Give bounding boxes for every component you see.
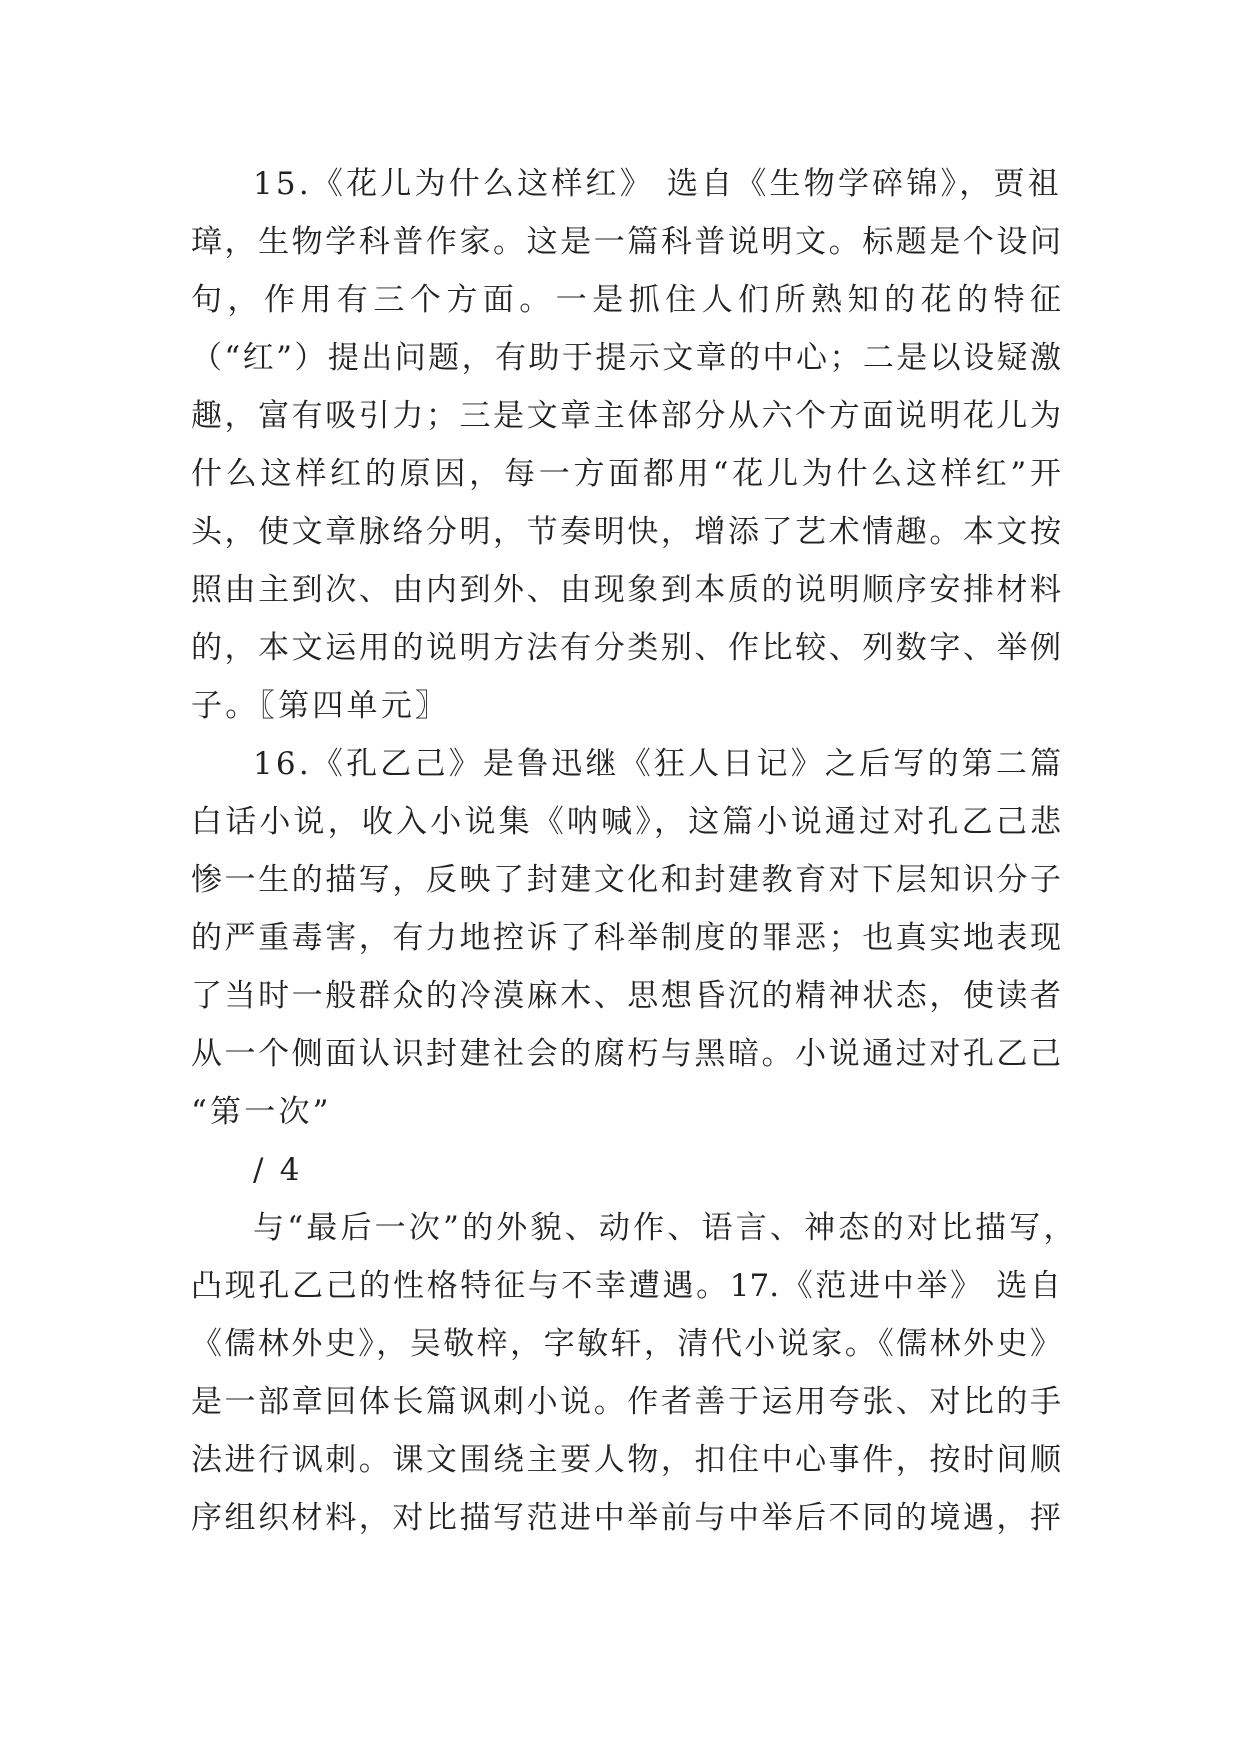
text-line: 16.《孔乙己》是鲁迅继《狂人日记》之后写的第二篇 bbox=[253, 746, 1065, 782]
page-number: / 4 bbox=[253, 1152, 303, 1188]
text-line: 头，使文章脉络分明，节奏明快，增添了艺术情趣。本文按 bbox=[191, 514, 1061, 550]
text-line: 趣，富有吸引力；三是文章主体部分从六个方面说明花儿为 bbox=[191, 398, 1061, 434]
text-line: 是一部章回体长篇讽刺小说。作者善于运用夸张、对比的手 bbox=[191, 1384, 1061, 1420]
text-line: 序组织材料，对比描写范进中举前与中举后不同的境遇，抨 bbox=[191, 1500, 1061, 1536]
text-line: 白话小说，收入小说集《呐喊》，这篇小说通过对孔乙己悲 bbox=[191, 804, 1061, 840]
text-line: 子。〖第四单元〗 bbox=[191, 688, 450, 724]
text-line: “第一次” bbox=[191, 1094, 332, 1130]
text-line: 与“最后一次”的外貌、动作、语言、神态的对比描写， bbox=[253, 1210, 1078, 1246]
text-line: 璋，生物学科普作家。这是一篇科普说明文。标题是个设问 bbox=[191, 224, 1061, 260]
text-line: 的严重毒害，有力地控诉了科举制度的罪恶；也真实地表现 bbox=[191, 920, 1061, 956]
text-line: 凸现孔乙己的性格特征与不幸遭遇。17.《范进中举》 选自 bbox=[191, 1268, 1061, 1304]
text-line: 照由主到次、由内到外、由现象到本质的说明顺序安排材料 bbox=[191, 572, 1061, 608]
text-line: 句，作用有三个方面。一是抓住人们所熟知的花的特征 bbox=[191, 282, 1061, 318]
text-line: 法进行讽刺。课文围绕主要人物，扣住中心事件，按时间顺 bbox=[191, 1442, 1061, 1478]
text-line: 什么这样红的原因，每一方面都用“花儿为什么这样红”开 bbox=[191, 456, 1061, 492]
text-line: 从一个侧面认识封建社会的腐朽与黑暗。小说通过对孔乙己 bbox=[191, 1036, 1061, 1072]
text-line: （“红”）提出问题，有助于提示文章的中心；二是以设疑激 bbox=[191, 340, 1061, 376]
text-line: 《儒林外史》，吴敬梓，字敏轩，清代小说家。《儒林外史》 bbox=[191, 1326, 1061, 1362]
text-line: 惨一生的描写，反映了封建文化和封建教育对下层知识分子 bbox=[191, 862, 1061, 898]
text-line: 的，本文运用的说明方法有分类别、作比较、列数字、举例 bbox=[191, 630, 1061, 666]
text-line: 15.《花儿为什么这样红》 选自《生物学碎锦》，贾祖 bbox=[253, 166, 1062, 202]
text-line: 了当时一般群众的冷漠麻木、思想昏沉的精神状态，使读者 bbox=[191, 978, 1061, 1014]
